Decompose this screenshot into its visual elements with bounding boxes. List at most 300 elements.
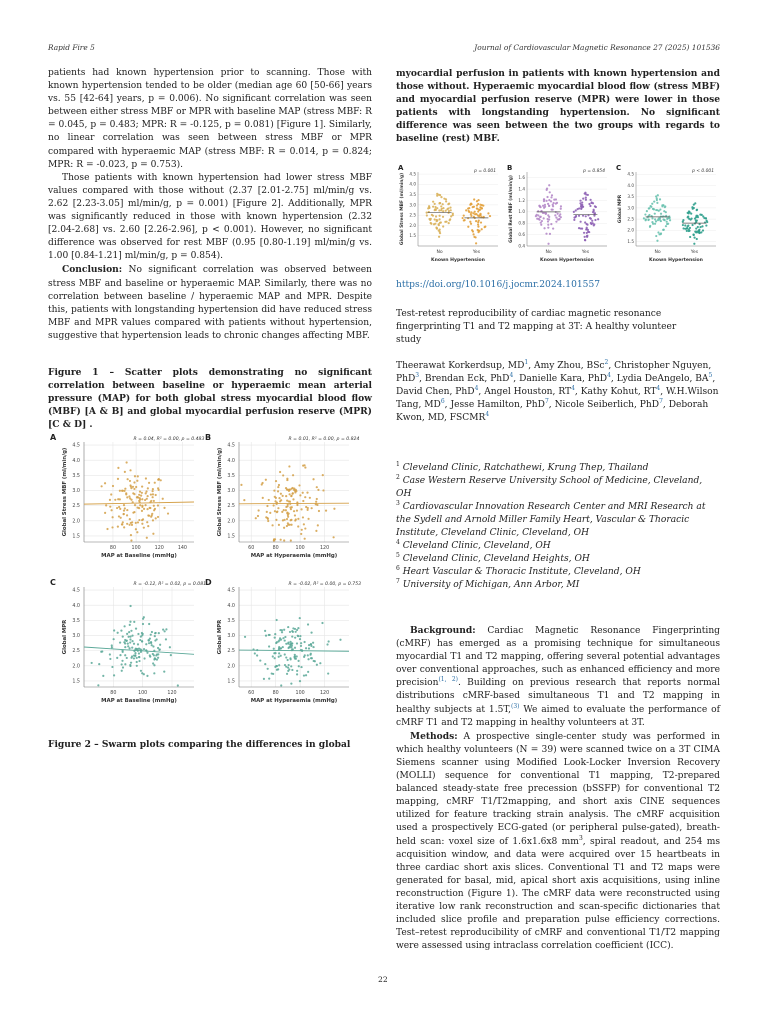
affiliation-text: University of Michigan, Ann Arbor, MI	[399, 580, 580, 590]
data-point	[129, 641, 131, 643]
data-point	[296, 642, 298, 644]
data-point	[162, 628, 164, 630]
swarm-point	[693, 243, 695, 245]
swarm-point	[467, 208, 469, 210]
swarm-point	[587, 194, 589, 196]
affiliation-text: Cleveland Clinic, Ratchathewi, Krung Thep, Thailand	[399, 463, 649, 473]
swarm-point	[546, 218, 548, 220]
swarm-point	[469, 221, 471, 223]
swarm-point	[461, 217, 463, 219]
author-name: Nicole Seiberlich, PhD	[554, 400, 660, 411]
data-point	[122, 521, 124, 523]
stat-label: R = -0.02, R² = 0.00, p = 0.753	[288, 582, 362, 587]
y-tick-label: 1.5	[72, 534, 80, 540]
data-point	[150, 634, 152, 636]
swarm-point	[648, 207, 650, 209]
data-point	[305, 647, 307, 649]
author-name: David Chen, PhD	[396, 387, 475, 398]
swarm-point	[439, 229, 441, 231]
data-point	[317, 489, 319, 491]
author-affiliation-ref[interactable]: 4	[656, 385, 661, 393]
swarm-point	[477, 230, 479, 232]
author-affiliation-ref[interactable]: 7	[659, 398, 663, 406]
paragraph-methods	[396, 730, 720, 954]
scatter-panel-D	[205, 578, 361, 704]
data-point	[130, 539, 132, 541]
data-point	[127, 478, 129, 480]
swarm-point	[700, 231, 702, 233]
data-point	[150, 500, 152, 502]
swarm-point	[549, 191, 551, 193]
x-axis-label: MAP at Baseline (mmHg)	[101, 698, 177, 704]
data-point	[124, 663, 126, 665]
data-point	[130, 534, 132, 536]
data-point	[102, 675, 104, 677]
data-point	[291, 669, 293, 671]
data-point	[298, 665, 300, 667]
data-point	[290, 495, 292, 497]
data-point	[136, 657, 138, 659]
affiliation-item	[396, 501, 720, 540]
data-point	[130, 630, 132, 632]
swarm-point	[539, 216, 541, 218]
swarm-point	[691, 206, 693, 208]
citation-1-2[interactable]: (1, 2)	[438, 676, 458, 684]
swarm-point	[552, 209, 554, 211]
swarm-point	[434, 203, 436, 205]
data-point	[294, 654, 296, 656]
swarm-point	[484, 226, 486, 228]
swarm-point	[543, 198, 545, 200]
swarm-point	[427, 207, 429, 209]
author-affiliation-ref[interactable]: 4	[571, 385, 575, 393]
data-point	[149, 507, 151, 509]
swarm-panel-A	[398, 164, 498, 263]
y-tick-label: 1.5	[409, 233, 416, 239]
affiliation-item	[396, 579, 720, 592]
swarm-point	[475, 242, 477, 244]
data-point	[149, 638, 151, 640]
x-tick-label: 60	[248, 546, 255, 551]
author-affiliation-ref[interactable]: 4	[509, 372, 514, 380]
author-affiliation-ref[interactable]: 4	[485, 411, 490, 419]
x-tick-label: 120	[319, 546, 330, 551]
data-point	[295, 489, 297, 491]
category-label: Yes	[581, 250, 590, 255]
x-tick-label: 120	[154, 546, 164, 551]
data-point	[118, 506, 120, 508]
data-point	[159, 648, 161, 650]
data-point	[280, 684, 282, 686]
affiliation-list	[396, 462, 720, 592]
swarm-point	[654, 213, 656, 215]
data-point	[156, 659, 158, 661]
data-point	[315, 530, 317, 532]
data-point	[143, 648, 145, 650]
swarm-point	[652, 208, 654, 210]
data-point	[284, 639, 286, 641]
category-label: Yes	[472, 250, 481, 255]
x-tick-label: 140	[177, 546, 187, 551]
y-axis-label: Global MPR	[217, 619, 223, 655]
data-point	[263, 678, 265, 680]
swarm-point	[699, 226, 701, 228]
data-point	[165, 628, 167, 630]
swarm-point	[430, 222, 432, 224]
x-tick-label: 120	[319, 691, 330, 696]
data-point	[294, 637, 296, 639]
swarm-point	[666, 221, 668, 223]
y-tick-label: 2.5	[627, 216, 634, 222]
affiliation-number: 2	[396, 473, 400, 481]
data-point	[282, 637, 284, 639]
swarm-point	[658, 210, 660, 212]
data-point	[141, 506, 143, 508]
affiliation-number: 6	[396, 564, 400, 572]
data-point	[268, 678, 270, 680]
data-point	[322, 489, 324, 491]
data-point	[104, 512, 106, 514]
left-column-text	[48, 67, 372, 343]
swarm-point	[695, 227, 697, 229]
data-point	[291, 635, 293, 637]
data-point	[277, 490, 279, 492]
data-point	[122, 666, 124, 668]
affiliation-item	[396, 540, 720, 553]
swarm-point	[682, 227, 684, 229]
swarm-point	[487, 212, 489, 214]
data-point	[296, 673, 298, 675]
data-point	[113, 674, 115, 676]
author-affiliation-ref[interactable]: 6	[440, 398, 445, 406]
category-label: No	[436, 250, 443, 255]
swarm-point	[472, 230, 474, 232]
author-affiliation-ref[interactable]: 4	[607, 372, 611, 380]
data-point	[120, 517, 122, 519]
swarm-point	[435, 226, 437, 228]
data-point	[328, 640, 330, 642]
swarm-point	[446, 208, 448, 210]
swarm-point	[438, 209, 440, 211]
data-point	[286, 525, 288, 527]
data-point	[157, 504, 159, 506]
data-point	[288, 500, 290, 502]
swarm-point	[664, 219, 666, 221]
data-point	[291, 506, 293, 508]
swarm-point	[551, 194, 553, 196]
author-name: Angel Houston, RT	[484, 387, 572, 398]
data-point	[290, 539, 292, 541]
y-axis-label: Global MPR	[62, 619, 68, 655]
data-point	[141, 640, 143, 642]
swarm-point	[656, 240, 658, 242]
data-point	[126, 509, 128, 511]
data-point	[123, 526, 125, 528]
data-point	[159, 644, 161, 646]
data-point	[126, 523, 128, 525]
data-point	[292, 492, 294, 494]
data-point	[162, 498, 164, 500]
x-tick-label: 100	[138, 691, 148, 696]
swarm-point	[560, 216, 562, 218]
data-point	[333, 536, 335, 538]
swarm-point	[589, 205, 591, 207]
data-point	[114, 499, 116, 501]
swarm-point	[536, 214, 538, 216]
scatter-panel-A	[50, 433, 204, 559]
data-point	[116, 657, 118, 659]
data-point	[284, 636, 286, 638]
swarm-point	[445, 198, 447, 200]
swarm-point	[660, 220, 662, 222]
data-point	[167, 512, 169, 514]
data-point	[274, 538, 276, 540]
data-point	[291, 487, 293, 489]
swarm-point	[440, 205, 442, 207]
data-point	[105, 504, 107, 506]
author-affiliation-ref[interactable]: 7	[544, 398, 549, 406]
swarm-point	[659, 217, 661, 219]
swarm-point	[557, 213, 559, 215]
data-point	[299, 638, 301, 640]
data-point	[288, 512, 290, 514]
data-point	[279, 500, 281, 502]
y-tick-label: 3.0	[72, 489, 80, 495]
data-point	[152, 493, 154, 495]
data-point	[273, 490, 275, 492]
data-point	[148, 482, 150, 484]
data-point	[170, 654, 172, 656]
data-point	[286, 479, 288, 481]
data-point	[139, 491, 141, 493]
data-point	[281, 631, 283, 633]
y-tick-label: 3.5	[227, 618, 235, 624]
swarm-point	[548, 205, 550, 207]
swarm-point	[428, 218, 430, 220]
data-point	[299, 617, 301, 619]
data-point	[109, 658, 111, 660]
data-point	[308, 644, 310, 646]
data-point	[155, 494, 157, 496]
data-point	[137, 507, 139, 509]
data-point	[129, 469, 131, 471]
data-point	[283, 539, 285, 541]
data-point	[123, 641, 125, 643]
author-name: Danielle Kara, PhD	[519, 374, 608, 385]
y-tick-label: 2.5	[227, 649, 235, 655]
swarm-point	[586, 236, 588, 238]
swarm-point	[655, 235, 657, 237]
swarm-point	[693, 237, 695, 239]
swarm-point	[643, 217, 645, 219]
author-affiliation-ref[interactable]: 2	[604, 358, 609, 366]
swarm-point	[479, 206, 481, 208]
data-point	[294, 647, 296, 649]
author-affiliation-ref[interactable]: 3	[415, 372, 420, 380]
swarm-point	[434, 218, 436, 220]
swarm-point	[648, 214, 650, 216]
swarm-panel-B	[507, 164, 607, 263]
data-point	[280, 493, 282, 495]
x-tick-label: 80	[272, 691, 279, 696]
paragraph-conclusion	[48, 263, 372, 343]
swarm-point	[651, 221, 653, 223]
swarm-point	[475, 236, 477, 238]
p-value-label: p = 0.001	[474, 169, 496, 174]
y-tick-label: 1.5	[227, 534, 235, 540]
swarm-point	[545, 200, 547, 202]
swarm-point	[647, 219, 649, 221]
data-point	[143, 616, 145, 618]
author-name: Jesse Hamilton, PhD	[450, 400, 545, 411]
swarm-point	[573, 211, 575, 213]
data-point	[113, 638, 115, 640]
swarm-point	[661, 204, 663, 206]
author-affiliation-ref[interactable]: 5	[708, 372, 713, 380]
data-point	[143, 657, 145, 659]
swarm-point	[478, 215, 480, 217]
swarm-point	[696, 238, 698, 240]
swarm-point	[684, 228, 686, 230]
data-point	[134, 504, 136, 506]
y-tick-label: 1.5	[72, 679, 80, 685]
data-point	[121, 660, 123, 662]
swarm-point	[543, 207, 545, 209]
swarm-point	[442, 210, 444, 212]
data-point	[129, 636, 131, 638]
data-point	[120, 629, 122, 631]
data-point	[327, 672, 329, 674]
data-point	[269, 512, 271, 514]
data-point	[133, 511, 135, 513]
data-point	[326, 643, 328, 645]
data-point	[139, 504, 141, 506]
swarm-point	[584, 239, 586, 241]
data-point	[154, 632, 156, 634]
data-point	[309, 497, 311, 499]
data-point	[279, 471, 281, 473]
data-point	[127, 645, 129, 647]
data-point	[285, 643, 287, 645]
x-tick-label: 120	[167, 691, 177, 696]
citation-3[interactable]: (3)	[511, 702, 520, 710]
swarm-point	[442, 203, 444, 205]
swarm-point	[693, 234, 695, 236]
data-point	[315, 501, 317, 503]
y-tick-label: 4.0	[72, 458, 80, 464]
swarm-point	[436, 207, 438, 209]
swarm-point	[436, 219, 438, 221]
paragraph-results-2: Those patients with known hypertension had lower stress MBF values compared with those without (2.37 [2.01-2.75] ml/min/g vs. 2.62 [2.23-3.05] ml/min/g, p = 0.001) [Figure 2]. Additionally, MPR was significantly reduced in those with known hypertension (2.32 [2.04-2.68] vs. 2.60 [2.26-2.96], p < 0.001). However, no significant difference was observed for rest MBF (0.95 [0.80-1.19] ml/min/g vs. 1.00 [0.84-1.21] ml/min/g, p = 0.854).	[48, 172, 372, 262]
swarm-point	[705, 224, 707, 226]
data-point	[307, 654, 309, 656]
data-point	[141, 498, 143, 500]
category-label: No	[545, 250, 552, 255]
data-point	[304, 527, 306, 529]
data-point	[287, 626, 289, 628]
data-point	[299, 494, 301, 496]
doi-link[interactable]: https://doi.org/10.1016/j.jocmr.2024.101557	[396, 280, 601, 290]
panel-letter: D	[205, 578, 212, 587]
swarm-point	[543, 217, 545, 219]
data-point	[154, 482, 156, 484]
data-point	[274, 666, 276, 668]
y-tick-label: 3.5	[627, 194, 634, 200]
data-point	[110, 493, 112, 495]
swarm-point	[555, 217, 557, 219]
data-point	[111, 646, 113, 648]
data-point	[300, 645, 302, 647]
swarm-point	[669, 219, 671, 221]
swarm-point	[541, 220, 543, 222]
data-point	[151, 644, 153, 646]
swarm-point	[447, 203, 449, 205]
data-point	[124, 654, 126, 656]
y-tick-label: 2.0	[227, 664, 235, 670]
author-name: Brendan Eck, PhD	[424, 374, 510, 385]
data-point	[266, 517, 268, 519]
swarm-point	[468, 211, 470, 213]
swarm-point	[585, 215, 587, 217]
data-point	[151, 513, 153, 515]
swarm-point	[442, 225, 444, 227]
data-point	[240, 484, 242, 486]
data-point	[157, 653, 159, 655]
data-point	[304, 496, 306, 498]
data-point	[254, 652, 256, 654]
data-point	[298, 484, 300, 486]
swarm-point	[553, 198, 555, 200]
data-point	[290, 665, 292, 667]
data-point	[143, 508, 145, 510]
data-point	[310, 653, 312, 655]
swarm-point	[440, 196, 442, 198]
data-point	[290, 524, 292, 526]
data-point	[141, 485, 143, 487]
swarm-point	[657, 231, 659, 233]
swarm-point	[592, 211, 594, 213]
running-header-left: Rapid Fire 5	[48, 43, 95, 52]
author-affiliation-ref[interactable]: 4	[474, 385, 479, 393]
data-point	[112, 485, 114, 487]
swarm-point	[702, 229, 704, 231]
y-tick-label: 1.0	[518, 209, 525, 215]
data-point	[278, 656, 280, 658]
data-point	[290, 683, 292, 685]
data-point	[157, 657, 159, 659]
data-point	[106, 528, 108, 530]
data-point	[285, 656, 287, 658]
swarm-point	[663, 215, 665, 217]
author-affiliation-ref[interactable]: 1	[524, 358, 529, 366]
data-point	[287, 670, 289, 672]
data-point	[293, 510, 295, 512]
swarm-point	[649, 225, 651, 227]
y-axis-label: Global MPR	[618, 194, 623, 224]
data-point	[304, 466, 306, 468]
data-point	[306, 491, 308, 493]
data-point	[142, 518, 144, 520]
y-tick-label: 3.0	[72, 634, 80, 640]
data-point	[147, 487, 149, 489]
swarm-point	[586, 227, 588, 229]
data-point	[294, 657, 296, 659]
data-point	[305, 506, 307, 508]
y-tick-label: 1.2	[518, 197, 525, 203]
data-point	[292, 627, 294, 629]
swarm-point	[553, 202, 555, 204]
swarm-point	[549, 233, 551, 235]
